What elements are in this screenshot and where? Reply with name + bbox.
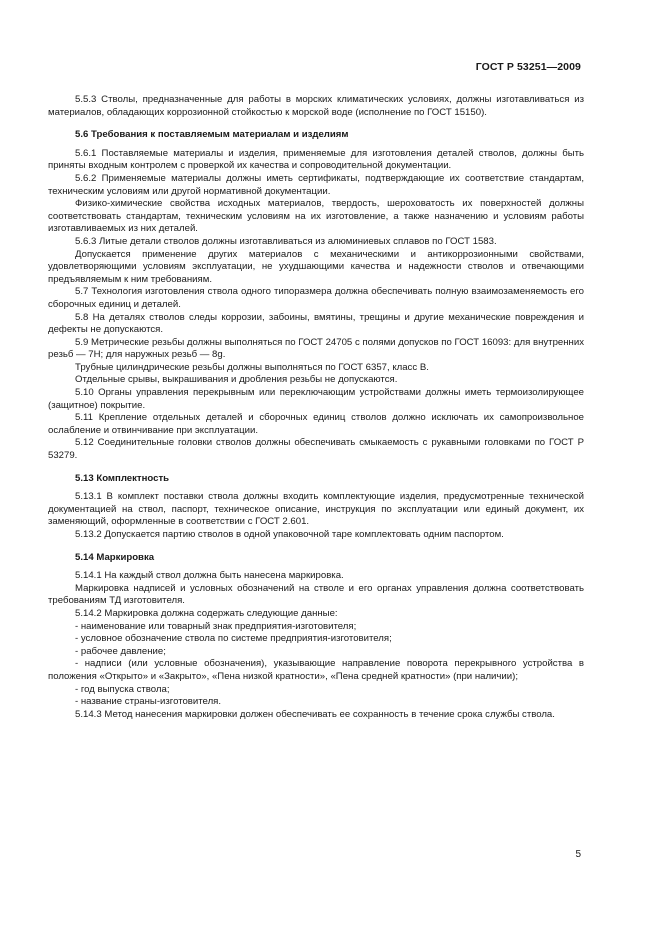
- paragraph-5-11: 5.11 Крепление отдельных деталей и сборочных единиц стволов должно исключать их самопроизвольное ослабление и отвинчивание при эксплуатации.: [48, 412, 584, 436]
- list-item: - надписи (или условные обозначения), указывающие направление поворота перекрывного устройства в положения «Открыто» и «Закрыто», «Пена низкой кратности», «Пена средней кратности» (при наличии);: [48, 658, 584, 682]
- list-item: - рабочее давление;: [75, 645, 166, 657]
- paragraph-5-6-3: 5.6.3 Литые детали стволов должны изготавливаться из алюминиевых сплавов по ГОСТ 1583.: [75, 235, 497, 247]
- section-heading-5-14: 5.14 Маркировка: [75, 551, 155, 563]
- list-item: - наименование или товарный знак предприятия-изготовителя;: [75, 620, 357, 632]
- paragraph-5-14-1-cont: Маркировка надписей и условных обозначений на стволе и его органах управления должна соответствовать требованиям ТД изготовителя.: [48, 582, 584, 607]
- paragraph-5-6-2: 5.6.2 Применяемые материалы должны иметь сертификаты, подтверждающие их соответствие стандартам, техническим условиям или другой нормативной документации.: [48, 172, 584, 197]
- paragraph-5-13-1: 5.13.1 В комплект поставки ствола должны входить комплектующие изделия, предусмотренные технической документацией на ствол, паспорт, техническое описание, инструкция по эксплуатации или единый документ, их заменяющий, оформленные в соответствии с ГОСТ 2.601.: [48, 491, 584, 528]
- paragraph-5-14-1: 5.14.1 На каждый ствол должна быть нанесена маркировка.: [75, 570, 344, 582]
- paragraph-5-10: 5.10 Органы управления перекрывным или переключающим устройствами должны иметь термоизолирующее (защитное) покрытие.: [48, 387, 584, 411]
- paragraph-5-7: 5.7 Технология изготовления ствола одного типоразмера должна обеспечивать полную взаимозаменяемость его сборочных единиц и деталей.: [48, 286, 584, 310]
- paragraph-5-12: 5.12 Соединительные головки стволов должны обеспечивать смыкаемость с рукавными головками по ГОСТ Р 53279.: [48, 437, 584, 462]
- paragraph-5-8: 5.8 На деталях стволов следы коррозии, забоины, вмятины, трещины и другие механические повреждения и дефекты не допускаются.: [48, 311, 584, 336]
- paragraph-5-9: 5.9 Метрические резьбы должны выполняться по ГОСТ 24705 с полями допусков по ГОСТ 16093: для внутренних резьб — 7Н; для наружных резьб — 8g.: [48, 336, 584, 361]
- paragraph-5-9-cont1: Трубные цилиндрические резьбы должны выполняться по ГОСТ 6357, класс В.: [75, 361, 429, 373]
- paragraph-5-14-3: 5.14.3 Метод нанесения маркировки должен обеспечивать ее сохранность в течение срока службы ствола.: [75, 708, 555, 720]
- paragraph-5-14-2: 5.14.2 Маркировка должна содержать следующие данные:: [75, 607, 338, 619]
- standard-code-header: ГОСТ Р 53251—2009: [475, 61, 581, 73]
- paragraph-5-6-1: 5.6.1 Поставляемые материалы и изделия, применяемые для изготовления деталей стволов, должны быть приняты входным контролем с проверкой их качества и сопроводительной документации.: [48, 147, 584, 172]
- list-item: - условное обозначение ствола по системе предприятия-изготовителя;: [75, 633, 392, 645]
- paragraph-5-6-3-cont: Допускается применение других материалов с механическими и антикоррозионными свойствами, удовлетворяющими условиям эксплуатации, не ухудшающими качества и надежности стволов и отвечающими предъявляемым к ним требованиям.: [48, 248, 584, 285]
- section-heading-5-13: 5.13 Комплектность: [75, 472, 170, 484]
- list-item: - год выпуска ствола;: [75, 683, 170, 695]
- paragraph-5-9-cont2: Отдельные срывы, выкрашивания и дробления резьбы не допускаются.: [75, 374, 398, 386]
- paragraph-5-13-2: 5.13.2 Допускается партию стволов в одной упаковочной таре комплектовать одним паспортом.: [75, 529, 504, 540]
- page-number: 5: [575, 849, 581, 860]
- document-body: [48, 94, 584, 721]
- list-item: - название страны-изготовителя.: [75, 696, 222, 708]
- paragraph-5-5-3: 5.5.3 Стволы, предназначенные для работы в морских климатических условиях, должны изготавливаться из материалов, обладающих коррозионной стойкостью к морской воде (исполнение по ГОСТ 15150).: [48, 94, 584, 118]
- section-heading-5-6: 5.6 Требования к поставляемым материалам и изделиям: [75, 129, 349, 141]
- paragraph-5-6-2-cont: Физико-химические свойства исходных материалов, твердость, шероховатость их поверхностей должны соответствовать стандартам, техническим условиям на их изготовление, а также назначению и условиям работы изготавливаемых из них деталей.: [48, 198, 584, 235]
